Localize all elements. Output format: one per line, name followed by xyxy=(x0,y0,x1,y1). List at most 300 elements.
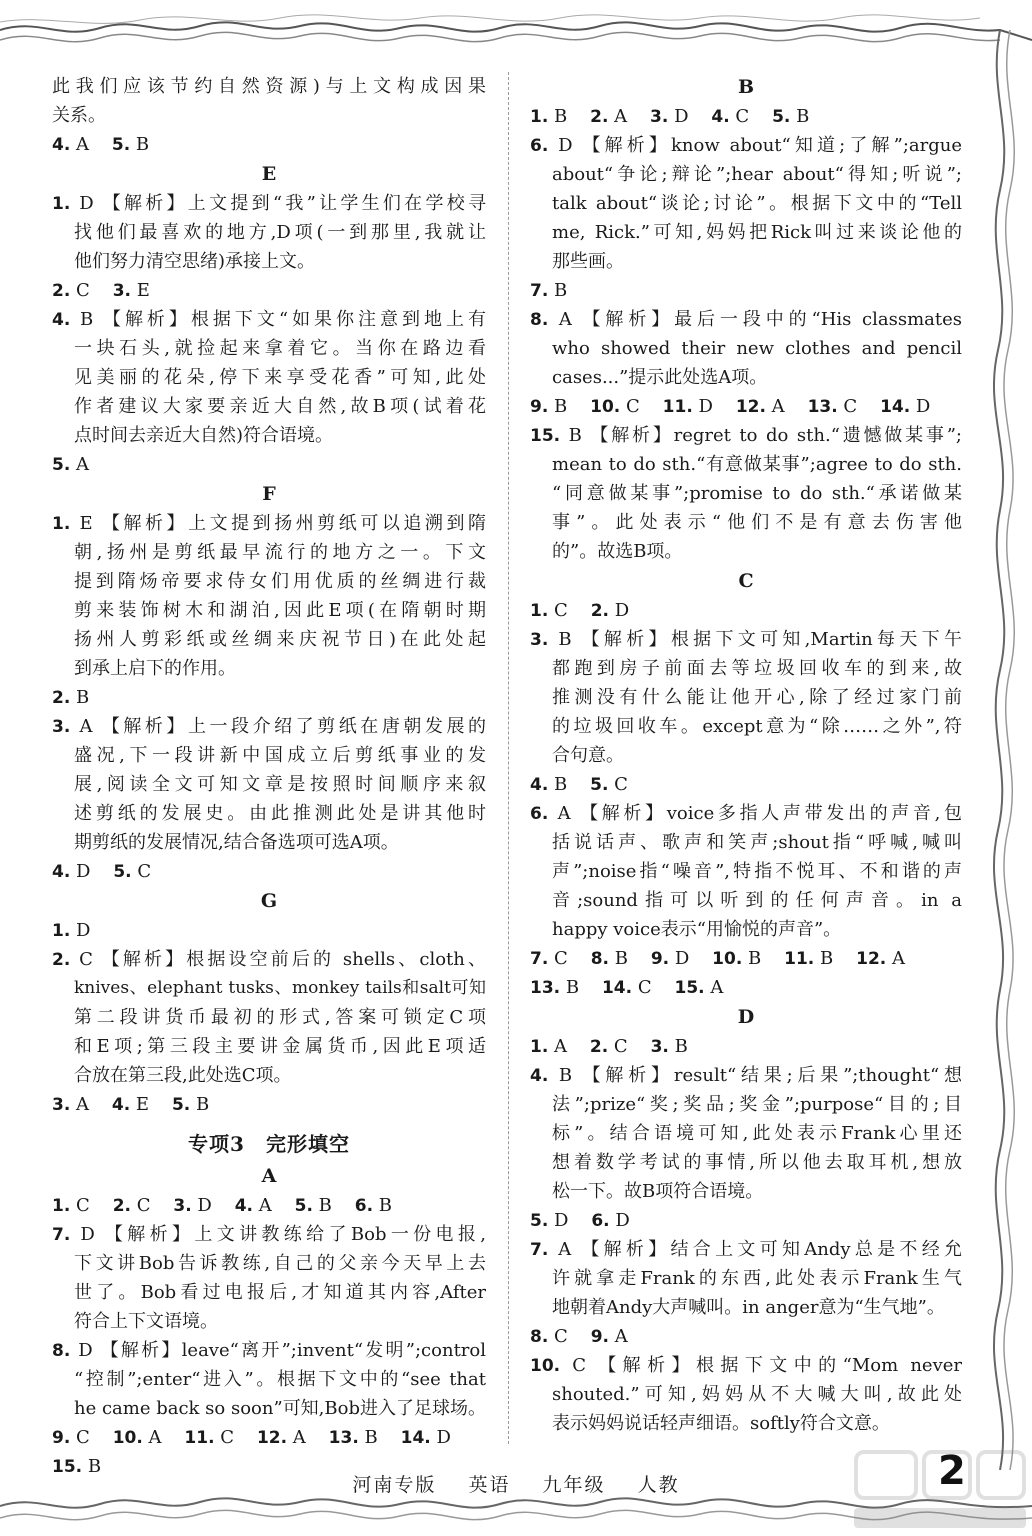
answer-text: A 【解析】最后一段中的“His classmates xyxy=(548,309,962,330)
answer-line xyxy=(530,944,962,973)
answer-text: A xyxy=(765,396,808,417)
question-number: 8. xyxy=(530,310,549,330)
footer-subject: 英语 xyxy=(468,1474,511,1496)
question-number: 10. xyxy=(712,949,743,969)
answer-text: C xyxy=(837,396,881,417)
decorative-top-border xyxy=(0,0,1032,64)
explanation-line xyxy=(52,828,486,857)
answer-text: C xyxy=(131,861,152,882)
answer-text: B xyxy=(742,948,785,969)
answer-line xyxy=(530,770,962,799)
line-text: 他们努力清空思绪)承接上文。 xyxy=(74,251,316,272)
answer-line xyxy=(52,450,486,479)
answer-line xyxy=(530,276,962,305)
question-number: 7. xyxy=(530,949,549,969)
line-text: 表示妈妈说话轻声细语。softly符合文意。 xyxy=(552,1413,890,1434)
explanation-line xyxy=(530,857,962,886)
question-number: 5. xyxy=(294,1196,313,1216)
question-number: 9. xyxy=(650,949,670,969)
answer-text: B xyxy=(608,948,651,969)
question-number: 8. xyxy=(590,949,609,969)
answer-text: B 【解析】regret to do sth.“遗憾做某事”; xyxy=(560,425,962,446)
explanation-line xyxy=(52,1061,486,1090)
answer-line xyxy=(530,973,962,1002)
answer-text: B xyxy=(70,687,90,708)
question-number: 5. xyxy=(171,1095,191,1115)
explanation-line xyxy=(530,828,962,857)
question-number: 11. xyxy=(662,397,693,417)
question-number: 8. xyxy=(530,1327,549,1347)
question-number: 2. xyxy=(589,1037,609,1057)
question-number: 2. xyxy=(112,1196,131,1216)
answer-text: B xyxy=(560,977,602,998)
answer-text: A 【解析】voice多指人声带发出的声音,包 xyxy=(548,803,962,824)
line-text: me, Rick.”可知,妈妈把Rick叫过来谈论他的 xyxy=(552,222,962,243)
question-number: 11. xyxy=(784,949,815,969)
question-number: 8. xyxy=(52,1341,71,1361)
answer-text: C xyxy=(548,600,591,621)
question-number: 1. xyxy=(52,194,71,214)
column-divider xyxy=(508,72,509,1444)
answer-text: B xyxy=(373,1195,393,1216)
explanation-line xyxy=(530,915,962,944)
line-text: 剪来装饰树木和湖泊,因此E项(在隋朝时期 xyxy=(74,600,486,621)
question-number: 14. xyxy=(601,978,633,998)
answer-text: A xyxy=(886,948,905,969)
explanation-line xyxy=(52,392,486,421)
spacer xyxy=(52,1119,486,1127)
explanation-line xyxy=(52,712,486,741)
question-number: 14. xyxy=(880,397,911,417)
answer-text: B xyxy=(668,1036,688,1057)
explanation-line xyxy=(52,596,486,625)
question-number: 1. xyxy=(530,107,549,127)
question-number: 6. xyxy=(530,136,549,156)
explanation-line xyxy=(52,1003,486,1032)
answer-line xyxy=(530,1322,962,1351)
answer-text: A 【解析】上一段介绍了剪纸在唐朝发展的 xyxy=(70,716,486,737)
question-number: 3. xyxy=(112,281,131,301)
question-number: 5. xyxy=(113,862,132,882)
line-text: 第二段讲货币最初的形式,答案可锁定C项 xyxy=(74,1007,486,1028)
answer-line xyxy=(52,130,486,159)
explanation-line xyxy=(530,160,962,189)
explanation-line xyxy=(52,421,486,450)
explanation-line xyxy=(530,363,962,392)
question-number: 6. xyxy=(591,1211,610,1231)
answer-text: D xyxy=(70,920,91,941)
line-text: 括说话声、歌声和笑声;shout指“呼喊,喊叫 xyxy=(552,832,962,853)
line-text: 盛况,下一段讲新中国成立后剪纸事业的发 xyxy=(74,745,486,766)
explanation-line xyxy=(530,218,962,247)
line-text: 标”。结合语境可知,此处表示Frank心里还 xyxy=(552,1123,962,1144)
question-number: 4. xyxy=(234,1196,254,1216)
section-heading: B xyxy=(737,76,755,98)
answer-text: D xyxy=(70,861,114,882)
answer-text: A xyxy=(548,1036,590,1057)
line-text: 合句意。 xyxy=(552,745,624,766)
question-number: 10. xyxy=(530,1356,561,1376)
line-text: 那些画。 xyxy=(552,251,624,272)
answer-text: A xyxy=(287,1427,329,1448)
explanation-line xyxy=(530,683,962,712)
answer-text: D xyxy=(548,1210,592,1231)
answer-text: C xyxy=(548,948,591,969)
line-text: talk about“谈论;讨论”。根据下文中的“Tell xyxy=(552,193,962,214)
question-number: 1. xyxy=(530,1037,549,1057)
answer-text: D xyxy=(191,1195,235,1216)
answer-text: E 【解析】上文提到扬州剪纸可以追溯到隋 xyxy=(70,513,486,534)
question-number: 9. xyxy=(590,1327,609,1347)
explanation-line xyxy=(52,1278,486,1307)
answer-text: A 【解析】结合上文可知Andy总是不经允 xyxy=(548,1239,962,1260)
line-text: 世了。Bob看过电报后,才知道其内容,After xyxy=(74,1282,486,1303)
explanation-line xyxy=(530,741,962,770)
question-number: 3. xyxy=(530,630,549,650)
answer-text: D 【解析】know about“知道;了解”;argue xyxy=(548,135,962,156)
answer-text: C xyxy=(70,280,113,301)
explanation-line xyxy=(530,1235,962,1264)
answer-text: B xyxy=(548,774,591,795)
section-heading: F xyxy=(262,483,276,505)
explanation-line xyxy=(530,421,962,450)
explanation-line xyxy=(52,770,486,799)
question-number: 5. xyxy=(590,775,609,795)
answer-text: E xyxy=(130,280,150,301)
question-number: 10. xyxy=(112,1428,143,1448)
question-number: 3. xyxy=(650,107,669,127)
line-text: 符合上下文语境。 xyxy=(74,1311,218,1332)
line-text: 展,阅读全文可知文章是按照时间顺序来叙 xyxy=(74,774,486,795)
line-text: 提到隋炀帝要求侍女们用优质的丝绸进行裁 xyxy=(74,571,486,592)
explanation-line xyxy=(52,1394,486,1423)
answer-text: D xyxy=(669,948,713,969)
answer-line xyxy=(52,683,486,712)
question-number: 7. xyxy=(52,1225,71,1245)
explanation-line xyxy=(530,537,962,566)
section-heading: A xyxy=(261,1165,277,1187)
explanation-line xyxy=(52,538,486,567)
question-number: 15. xyxy=(674,978,705,998)
answer-text: A xyxy=(608,106,651,127)
explanation-line xyxy=(530,334,962,363)
question-number: 2. xyxy=(590,107,609,127)
line-text: 和E项;第三段主要讲金属货币,因此E项适 xyxy=(74,1036,486,1057)
section-heading: D xyxy=(737,1006,755,1028)
answer-text: B xyxy=(548,396,591,417)
answer-text: D xyxy=(692,396,736,417)
line-text: 地朝着Andy大声喊叫。in anger意为“生气地”。 xyxy=(552,1297,945,1318)
line-text: he came back so soon”可知,Bob进入了足球场。 xyxy=(74,1398,486,1419)
question-number: 7. xyxy=(530,281,549,301)
question-number: 1. xyxy=(530,601,549,621)
answer-text: B xyxy=(190,1094,210,1115)
explanation-line xyxy=(52,741,486,770)
explanation-line xyxy=(52,1249,486,1278)
answer-text: C xyxy=(214,1427,257,1448)
line-text: 事”。此处表示“他们不是有意去伤害他 xyxy=(552,512,962,533)
answer-text: C xyxy=(729,106,773,127)
explanation-line xyxy=(530,247,962,276)
answer-text: C xyxy=(632,977,675,998)
answer-line xyxy=(52,916,486,945)
answer-text: D xyxy=(668,106,712,127)
line-text: 下文讲Bob告诉教练,自己的父亲今天早上去 xyxy=(74,1253,486,1274)
answer-text: D 【解析】上文讲教练给了Bob一份电报, xyxy=(70,1224,486,1245)
answer-text: A xyxy=(608,1326,628,1347)
question-number: 4. xyxy=(530,775,549,795)
explanation-line xyxy=(52,218,486,247)
question-number: 6. xyxy=(530,804,549,824)
answer-line xyxy=(52,1191,486,1220)
answer-text: B xyxy=(312,1195,355,1216)
question-number: 4. xyxy=(52,310,71,330)
question-number: 11. xyxy=(184,1428,215,1448)
answer-text: D 【解析】上文提到“我”让学生们在学校寻 xyxy=(70,193,486,214)
question-number: 15. xyxy=(530,426,561,446)
question-number: 2. xyxy=(590,601,609,621)
question-number: 13. xyxy=(530,978,561,998)
question-number: 3. xyxy=(52,717,71,737)
explanation-line xyxy=(52,101,486,130)
question-number: 3. xyxy=(173,1196,192,1216)
left-column xyxy=(52,72,486,1481)
explanation-line xyxy=(530,712,962,741)
answer-text: D xyxy=(430,1427,451,1448)
line-text: 松一下。故B项符合语境。 xyxy=(552,1181,764,1202)
answer-text: C xyxy=(608,1036,651,1057)
explanation-line xyxy=(52,1365,486,1394)
answer-text: B xyxy=(814,948,857,969)
question-number: 15. xyxy=(52,1457,83,1477)
question-number: 5. xyxy=(530,1211,549,1231)
answer-text: D xyxy=(608,600,630,621)
explanation-line xyxy=(530,799,962,828)
answer-line xyxy=(530,1206,962,1235)
explanation-line xyxy=(530,625,962,654)
question-number: 2. xyxy=(52,950,71,970)
answer-text: D 【解析】leave“离开”;invent“发明”;control xyxy=(70,1340,486,1361)
line-text: who showed their new clothes and pencil xyxy=(552,338,962,359)
answer-text: B xyxy=(130,134,150,155)
answer-line xyxy=(52,1423,486,1452)
answer-text: A xyxy=(70,1094,112,1115)
line-text: 推测没有什么能让他开心,除了经过家门前 xyxy=(552,687,962,708)
question-number: 13. xyxy=(807,397,838,417)
line-text: 找他们最喜欢的地方,D项(一到那里,我就让 xyxy=(74,222,486,243)
question-number: 1. xyxy=(52,921,71,941)
answer-text: A xyxy=(142,1427,185,1448)
explanation-line xyxy=(530,1177,962,1206)
explanation-line xyxy=(52,945,486,974)
answer-text: B xyxy=(548,106,591,127)
answer-line xyxy=(530,102,962,131)
explanation-line xyxy=(530,1119,962,1148)
line-text: 作者建议大家要亲近大自然,故B项(试着花 xyxy=(74,396,486,417)
explanation-line xyxy=(530,1148,962,1177)
line-text: 述剪纸的发展史。由此推测此处是讲其他时 xyxy=(74,803,486,824)
answer-line xyxy=(52,857,486,886)
line-text: 合放在第三段,此处选C项。 xyxy=(74,1065,292,1086)
answer-line xyxy=(530,1032,962,1061)
line-text: 见美丽的花朵,停下来享受花香”可知,此处 xyxy=(74,367,486,388)
answer-text: B xyxy=(358,1427,401,1448)
explanation-line xyxy=(52,1032,486,1061)
answer-text: B 【解析】根据下文可知,Martin每天下午 xyxy=(548,629,962,650)
explanation-line xyxy=(52,1336,486,1365)
line-text: 想着数学考试的事情,所以他去取耳机,想放 xyxy=(552,1152,962,1173)
line-text: 一块石头,就捡起来拿着它。当你在路边看 xyxy=(74,338,486,359)
explanation-line xyxy=(530,1380,962,1409)
line-text: mean to do sth.“有意做某事”;agree to do sth. xyxy=(552,454,962,475)
right-column xyxy=(530,72,962,1438)
explanation-line xyxy=(52,625,486,654)
answer-text: C xyxy=(620,396,663,417)
answer-text: E xyxy=(130,1094,172,1115)
explanation-line xyxy=(530,1293,962,1322)
question-number: 2. xyxy=(52,688,71,708)
line-text: 此我们应该节约自然资源)与上文构成因果 xyxy=(52,76,486,97)
question-number: 10. xyxy=(590,397,621,417)
question-number: 12. xyxy=(256,1428,288,1448)
answer-text: D xyxy=(609,1210,630,1231)
question-number: 4. xyxy=(52,862,71,882)
question-number: 1. xyxy=(52,514,71,534)
question-number: 7. xyxy=(530,1240,549,1260)
question-number: 12. xyxy=(735,397,766,417)
answer-text: B xyxy=(82,1456,102,1477)
answer-text: C xyxy=(608,774,628,795)
explanation-line xyxy=(530,1264,962,1293)
section-heading: E xyxy=(261,163,277,185)
line-text: 法”;prize“奖;奖品;奖金”;purpose“目的;目 xyxy=(552,1094,962,1115)
explanation-line xyxy=(52,509,486,538)
answer-text: B 【解析】result“结果;后果”;thought“想 xyxy=(548,1065,962,1086)
explanation-line xyxy=(530,654,962,683)
explanation-line xyxy=(52,974,486,1003)
line-text: 声”;noise指“噪音”,特指不悦耳、不和谐的声 xyxy=(552,861,962,882)
answer-text: B xyxy=(548,280,568,301)
explanation-line xyxy=(52,654,486,683)
line-text: “同意做某事”;promise to do sth.“承诺做某 xyxy=(552,483,962,504)
explanation-line xyxy=(530,1061,962,1090)
question-number: 9. xyxy=(52,1428,71,1448)
line-text: 到承上启下的作用。 xyxy=(74,658,236,679)
explanation-line xyxy=(530,450,962,479)
line-text: 许就拿走Frank的东西,此处表示Frank生气 xyxy=(552,1268,962,1289)
question-number: 6. xyxy=(354,1196,374,1216)
line-text: 都跑到房子前面去等垃圾回收车的到来,故 xyxy=(552,658,962,679)
answer-text: C xyxy=(70,1427,113,1448)
question-number: 9. xyxy=(530,397,549,417)
topic-heading: 专项3 完形填空 xyxy=(188,1132,350,1156)
answer-line xyxy=(52,1090,486,1119)
question-number: 13. xyxy=(328,1428,359,1448)
question-number: 4. xyxy=(711,107,730,127)
explanation-line xyxy=(52,1220,486,1249)
question-number: 4. xyxy=(111,1095,131,1115)
line-text: 期剪纸的发展情况,结合备选项可选A项。 xyxy=(74,832,399,853)
line-text: 的垃圾回收车。except意为“除……之外”,符 xyxy=(552,716,962,737)
explanation-line xyxy=(530,1351,962,1380)
line-text: 朝,扬州是剪纸最早流行的地方之一。下文 xyxy=(74,542,486,563)
explanation-line xyxy=(52,72,486,101)
answer-line xyxy=(530,596,962,625)
question-number: 2. xyxy=(52,281,71,301)
line-text: cases...”提示此处选A项。 xyxy=(552,367,768,388)
explanation-line xyxy=(52,567,486,596)
explanation-line xyxy=(52,799,486,828)
answer-text: A xyxy=(70,454,90,475)
explanation-line xyxy=(530,479,962,508)
answer-text: C xyxy=(70,1195,113,1216)
answer-text: A xyxy=(70,134,112,155)
explanation-line xyxy=(52,363,486,392)
question-number: 3. xyxy=(650,1037,669,1057)
answer-text: B xyxy=(790,106,810,127)
question-number: 4. xyxy=(52,135,71,155)
answer-text: C 【解析】根据下文中的“Mom never xyxy=(560,1355,962,1376)
explanation-line xyxy=(530,1409,962,1438)
answer-text: D xyxy=(910,396,931,417)
line-text: happy voice表示“用愉悦的声音”。 xyxy=(552,919,842,940)
explanation-line xyxy=(530,886,962,915)
answer-text: A xyxy=(253,1195,295,1216)
answer-line xyxy=(52,276,486,305)
answer-text: C 【解析】根据设空前后的 shells、cloth、 xyxy=(70,949,486,970)
explanation-line xyxy=(52,305,486,334)
explanation-line xyxy=(52,247,486,276)
section-heading: C xyxy=(738,570,754,592)
line-text: 关系。 xyxy=(52,105,106,126)
line-text: shouted.”可知,妈妈从不大喊大叫,故此处 xyxy=(552,1384,962,1405)
question-number: 4. xyxy=(530,1066,549,1086)
answer-text: C xyxy=(130,1195,174,1216)
footer-publisher: 人教 xyxy=(637,1474,680,1496)
line-text: knives、elephant tusks、monkey tails和salt可知 xyxy=(74,978,486,998)
watermark-logo xyxy=(848,1444,1032,1534)
question-number: 5. xyxy=(52,455,71,475)
question-number: 5. xyxy=(772,107,791,127)
section-heading: G xyxy=(260,890,278,912)
question-number: 14. xyxy=(400,1428,431,1448)
line-text: 音;sound指可以听到的任何声音。in a xyxy=(552,890,962,911)
answer-text: C xyxy=(548,1326,591,1347)
line-text: “控制”;enter“进入”。根据下文中的“see that xyxy=(74,1369,486,1390)
question-number: 3. xyxy=(52,1095,71,1115)
answer-line xyxy=(530,392,962,421)
question-number: 1. xyxy=(52,1196,71,1216)
explanation-line xyxy=(52,334,486,363)
explanation-line xyxy=(530,189,962,218)
line-text: 点时间去亲近大自然)符合语境。 xyxy=(74,425,334,446)
question-number: 12. xyxy=(856,949,887,969)
explanation-line xyxy=(530,508,962,537)
explanation-line xyxy=(530,131,962,160)
line-text: 扬州人剪彩纸或丝绸来庆祝节日)在此处起 xyxy=(74,629,486,650)
explanation-line xyxy=(530,305,962,334)
answer-text: B 【解析】根据下文“如果你注意到地上有 xyxy=(70,309,486,330)
question-number: 5. xyxy=(111,135,131,155)
line-text: about“争论;辩论”;hear about“得知;听说”; xyxy=(552,164,962,185)
explanation-line xyxy=(52,1307,486,1336)
answer-text: A xyxy=(704,977,724,998)
line-text: 的”。故选B项。 xyxy=(552,541,683,562)
decorative-right-border xyxy=(978,30,1032,1470)
footer-edition: 河南专版 xyxy=(352,1474,437,1496)
page-number: 2 xyxy=(938,1448,966,1494)
footer-grade: 九年级 xyxy=(542,1474,606,1496)
